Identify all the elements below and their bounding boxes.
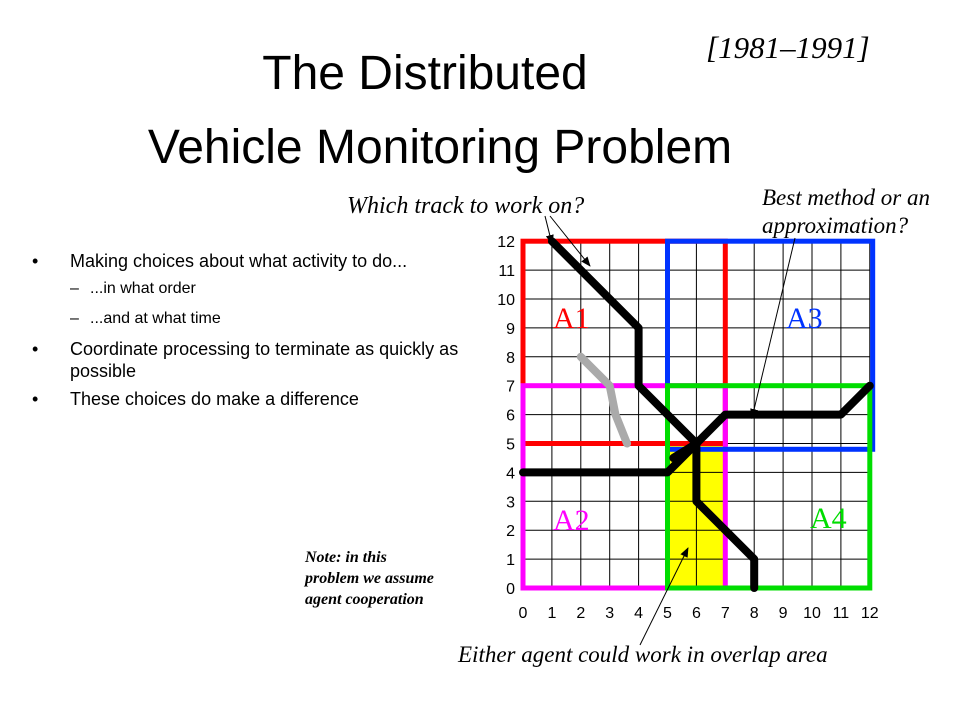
x-tick-label: 6 bbox=[691, 605, 701, 622]
y-tick-label: 11 bbox=[498, 263, 515, 281]
y-tick-label: 0 bbox=[506, 581, 515, 598]
x-axis-ticks bbox=[519, 605, 879, 622]
y-tick-label: 3 bbox=[506, 494, 515, 512]
date-range-note: [1981–1991] bbox=[706, 30, 870, 65]
y-tick-label: 2 bbox=[506, 523, 515, 541]
x-tick-label: 1 bbox=[547, 605, 557, 622]
area-a3-label: A3 bbox=[786, 302, 823, 335]
x-tick-label: 8 bbox=[749, 605, 759, 622]
annotation-best-method-line2: approximation? bbox=[762, 213, 909, 238]
y-axis-ticks bbox=[497, 234, 515, 598]
x-tick-label: 2 bbox=[576, 605, 586, 622]
bullet-coordinate: • Coordinate processing to terminate as quickly as possible bbox=[30, 338, 460, 382]
vehicle-track-gray bbox=[581, 357, 627, 444]
x-tick-label: 3 bbox=[605, 605, 615, 622]
x-tick-label: 12 bbox=[860, 605, 879, 622]
y-tick-label: 6 bbox=[506, 407, 515, 425]
area-a4-label: A4 bbox=[810, 502, 847, 535]
x-tick-label: 5 bbox=[663, 605, 672, 622]
annotation-note-line3: agent cooperation bbox=[305, 591, 424, 608]
annotation-overlap: Either agent could work in overlap area bbox=[458, 642, 828, 667]
x-tick-label: 9 bbox=[778, 605, 788, 622]
area-a2-label: A2 bbox=[553, 504, 590, 537]
slide-title-line-2: Vehicle Monitoring Problem bbox=[147, 121, 733, 174]
bullet-difference: • These choices do make a difference bbox=[30, 388, 460, 410]
x-tick-label: 10 bbox=[803, 605, 821, 622]
area-a1-label: A1 bbox=[553, 302, 590, 335]
annotation-note-line1: Note: in this bbox=[305, 549, 387, 566]
y-tick-label: 1 bbox=[506, 552, 515, 570]
annotation-best-method-line1: Best method or an bbox=[762, 185, 931, 210]
annotation-note-line2: problem we assume bbox=[305, 570, 434, 587]
y-tick-label: 5 bbox=[506, 436, 515, 454]
annotation-which-track: Which track to work on? bbox=[347, 193, 585, 219]
y-tick-label: 4 bbox=[506, 465, 515, 483]
bullet-making-choices: • Making choices about what activity to do... bbox=[30, 250, 460, 272]
sub-bullet-order: – ...in what order bbox=[30, 278, 460, 300]
sub-bullet-time: – ...and at what time bbox=[30, 308, 460, 330]
slide-title-line-1: The Distributed bbox=[262, 47, 588, 100]
y-tick-label: 7 bbox=[506, 378, 515, 396]
y-tick-label: 8 bbox=[506, 349, 515, 367]
y-tick-label: 10 bbox=[497, 292, 515, 309]
y-tick-label: 12 bbox=[497, 234, 515, 252]
area-a1-box bbox=[523, 241, 725, 443]
y-tick-label: 9 bbox=[506, 320, 515, 338]
arrow-overlap bbox=[640, 548, 688, 645]
x-tick-label: 0 bbox=[518, 605, 528, 622]
x-tick-label: 7 bbox=[720, 605, 730, 622]
x-tick-label: 4 bbox=[634, 605, 644, 622]
x-tick-label: 11 bbox=[832, 605, 850, 622]
